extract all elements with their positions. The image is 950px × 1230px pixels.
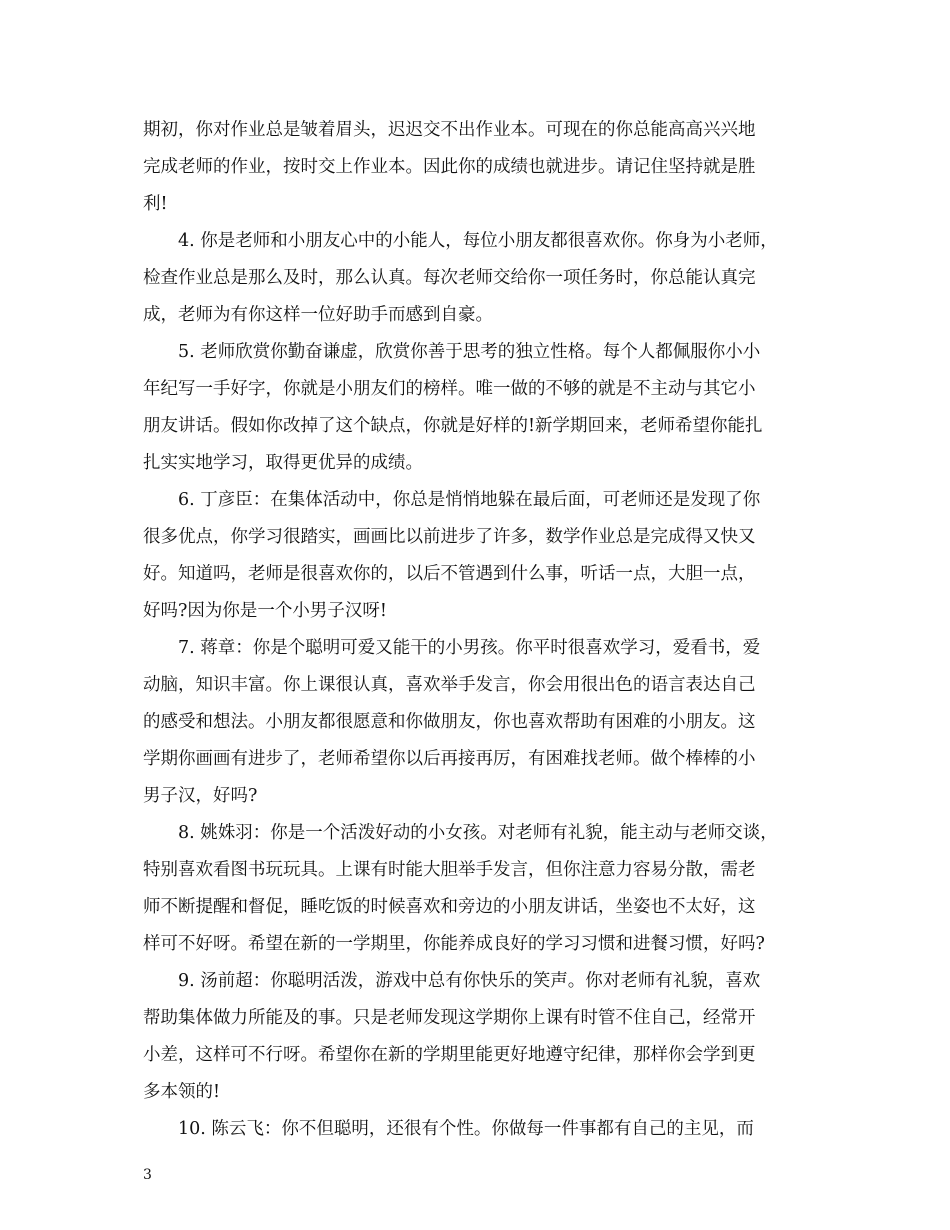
text-line: 检查作业总是那么及时，那么认真。每次老师交给你一项任务时，你总能认真完 (143, 268, 756, 288)
text-line: 期初，你对作业总是皱着眉头，迟迟交不出作业本。可现在的你总能高高兴兴地 (143, 120, 756, 140)
text-line: 扎实实地学习，取得更优异的成绩。 (143, 453, 423, 473)
paragraph-9-start: 9. 汤前超：你聪明活泼，游戏中总有你快乐的笑声。你对老师有礼貌，喜欢 (178, 971, 761, 991)
text-line: 样可不好呀。希望在新的一学期里，你能养成良好的学习习惯和进餐习惯，好吗? (143, 934, 765, 954)
paragraph-5-start: 5. 老师欣赏你勤奋谦虚，欣赏你善于思考的独立性格。每个人都佩服你小小 (178, 342, 761, 362)
text-line: 学期你画画有进步了，老师希望你以后再接再厉，有困难找老师。做个棒棒的小 (143, 749, 756, 769)
paragraph-7-start: 7. 蒋章：你是个聪明可爱又能干的小男孩。你平时很喜欢学习，爱看书，爱 (178, 638, 761, 658)
text-line: 多本领的! (143, 1082, 221, 1102)
text-line: 小差，这样可不行呀。希望你在新的学期里能更好地遵守纪律，那样你会学到更 (143, 1045, 756, 1065)
paragraph-4-start: 4. 你是老师和小朋友心中的小能人，每位小朋友都很喜欢你。你身为小老师， (178, 231, 778, 251)
text-line: 朋友讲话。假如你改掉了这个缺点，你就是好样的!新学期回来，老师希望你能扎 (143, 416, 763, 436)
text-line: 师不断提醒和督促，睡吃饭的时候喜欢和旁边的小朋友讲话，坐姿也不太好，这 (143, 897, 756, 917)
text-line: 很多优点，你学习很踏实，画画比以前进步了许多，数学作业总是完成得又快又 (143, 527, 756, 547)
page-number: 3 (143, 1167, 152, 1183)
text-line: 完成老师的作业，按时交上作业本。因此你的成绩也就进步。请记住坚持就是胜 (143, 157, 756, 177)
text-line: 好吗?因为你是一个小男子汉呀! (143, 601, 387, 621)
text-line: 好。知道吗，老师是很喜欢你的，以后不管遇到什么事，听话一点，大胆一点， (143, 564, 756, 584)
text-line: 特别喜欢看图书玩玩具。上课有时能大胆举手发言，但你注意力容易分散，需老 (143, 860, 756, 880)
text-line: 成，老师为有你这样一位好助手而感到自豪。 (143, 305, 493, 325)
paragraph-8-start: 8. 姚姝羽：你是一个活泼好动的小女孩。对老师有礼貌，能主动与老师交谈， (178, 823, 778, 843)
paragraph-10-start: 10. 陈云飞：你不但聪明，还很有个性。你做每一件事都有自己的主见，而 (178, 1119, 754, 1139)
text-line: 帮助集体做力所能及的事。只是老师发现这学期你上课有时管不住自己，经常开 (143, 1008, 756, 1028)
text-line: 的感受和想法。小朋友都很愿意和你做朋友，你也喜欢帮助有困难的小朋友。这 (143, 712, 756, 732)
text-line: 男子汉，好吗? (143, 786, 258, 806)
text-line: 利! (143, 194, 168, 214)
text-line: 动脑，知识丰富。你上课很认真，喜欢举手发言，你会用很出色的语言表达自己 (143, 675, 756, 695)
paragraph-6-start: 6. 丁彦臣：在集体活动中，你总是悄悄地躲在最后面，可老师还是发现了你 (178, 490, 761, 510)
text-line: 年纪写一手好字，你就是小朋友们的榜样。唯一做的不够的就是不主动与其它小 (143, 379, 756, 399)
